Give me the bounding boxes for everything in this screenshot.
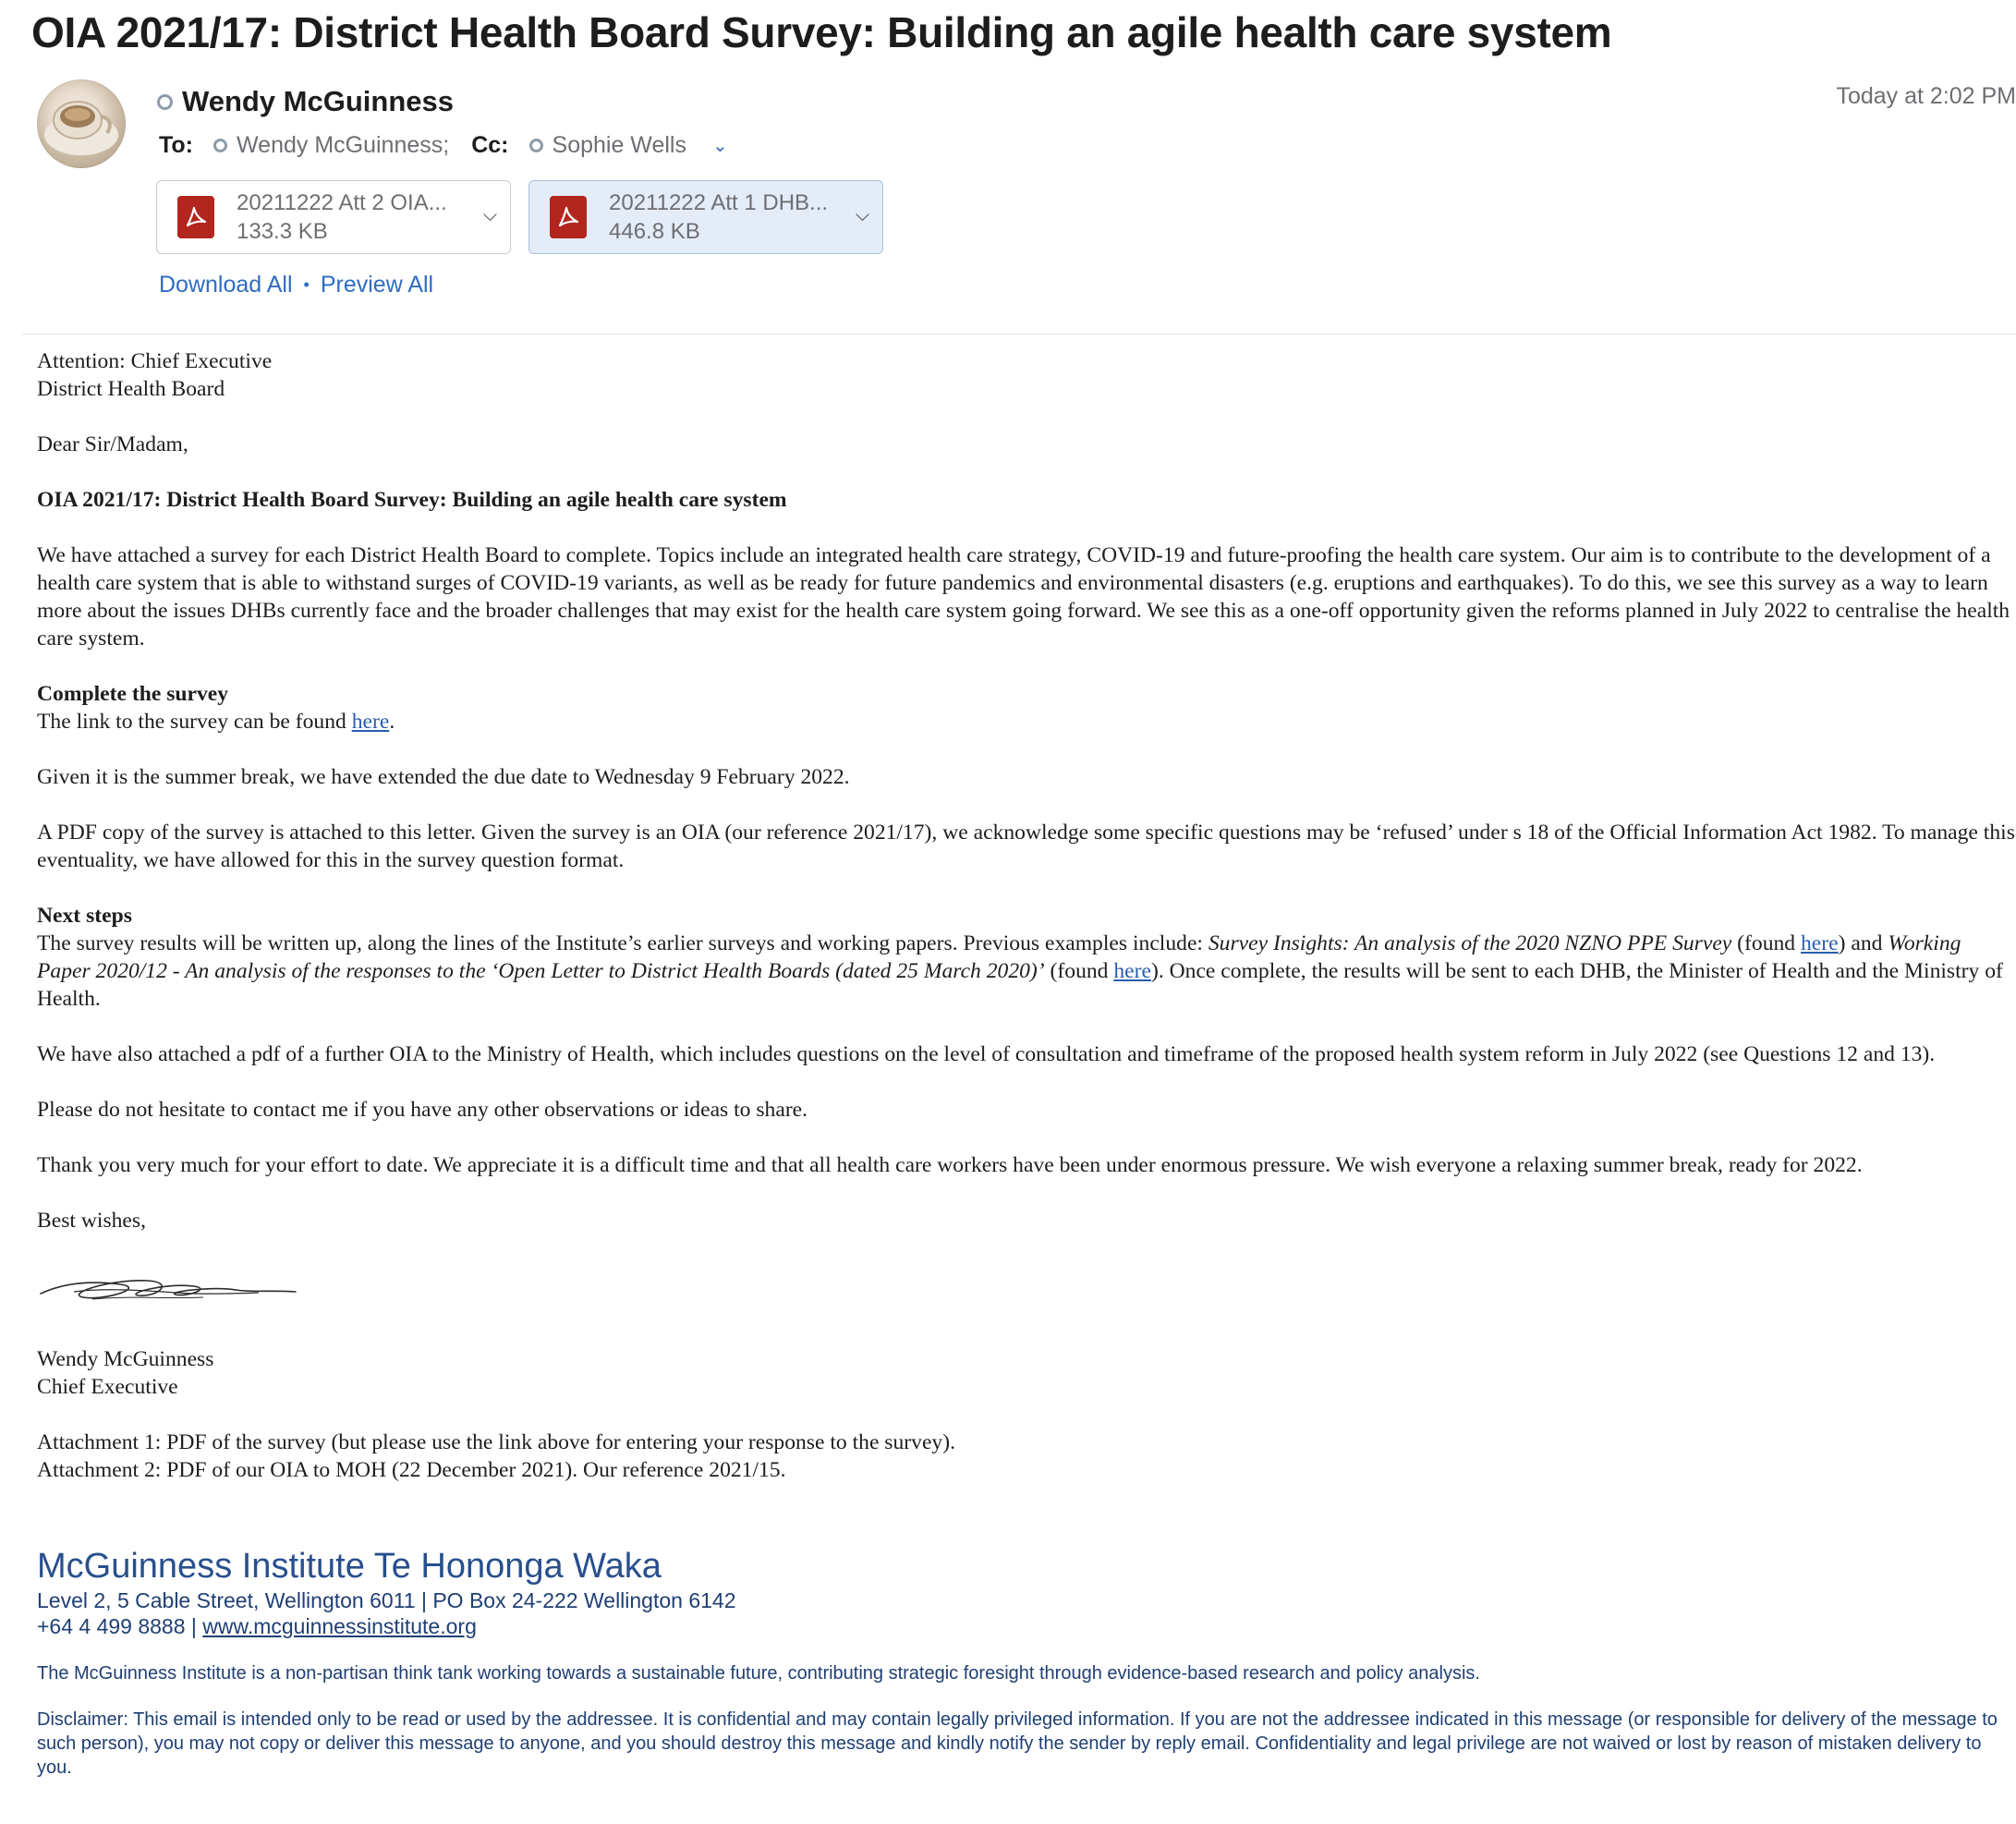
- website-link[interactable]: www.mcguinnessinstitute.org: [202, 1614, 477, 1638]
- organisation-blurb: The McGuinness Institute is a non-partisan think tank working towards a sustainable future, contributing strategic foresight through evidence-based research and policy analysis.: [37, 1663, 1480, 1684]
- expand-recipients-icon[interactable]: ⌄︎: [711, 135, 728, 156]
- text-span: ). Once complete, the results will be sent to each DHB, the Minister of Health and the Ministry of Health.: [37, 959, 2003, 1011]
- sender-name[interactable]: Wendy McGuinness: [182, 85, 454, 117]
- pdf-icon: [177, 196, 214, 238]
- attachment-tile[interactable]: [156, 180, 511, 254]
- pdf-copy-paragraph: A PDF copy of the survey is attached to this letter. Given the survey is an OIA (our reference 2021/17), we acknowledge some specific questions may be ‘refused’ under s 18 of the Official Information Act 1982. To manage this eventuality, we have allowed for this in the survey question format.: [37, 821, 2015, 872]
- next-steps-paragraph: [37, 930, 2016, 1013]
- attachment-name: 20211222 Att 1 DHB...: [609, 190, 829, 215]
- attachment-tile[interactable]: [528, 180, 883, 254]
- text-span: The link to the survey can be found: [37, 710, 352, 734]
- survey-insights-link[interactable]: here: [1800, 931, 1839, 955]
- signature-name: Wendy McGuinness: [37, 1347, 214, 1371]
- letter-heading: [37, 486, 2016, 514]
- signoff: Best wishes,: [37, 1209, 146, 1233]
- attention-line: Attention: Chief Executive: [37, 349, 273, 373]
- separator-dot: •: [303, 275, 310, 294]
- publication-title: Survey Insights: An analysis of the 2020 NZNO PPE Survey: [1208, 931, 1732, 955]
- section-heading: [37, 680, 2016, 708]
- presence-indicator-icon: [157, 94, 173, 110]
- chevron-down-icon[interactable]: ⌵: [482, 205, 497, 225]
- survey-link[interactable]: here: [351, 710, 390, 734]
- survey-link-paragraph: [37, 708, 2016, 736]
- section-heading-text: Next steps: [37, 904, 132, 928]
- handwritten-signature: [37, 1262, 2016, 1318]
- greeting: Dear Sir/Madam,: [37, 432, 188, 456]
- attachment-size: 133.3 KB: [237, 219, 328, 244]
- organisation-contact: [37, 1613, 2016, 1639]
- section-heading: [37, 902, 2016, 930]
- contact-paragraph: Please do not hesitate to contact me if you have any other observations or ideas to share.: [37, 1098, 808, 1122]
- text-span: (found: [1044, 959, 1114, 983]
- phone-number: +64 4 499 8888 |: [37, 1614, 203, 1638]
- letter-heading-text: OIA 2021/17: District Health Board Survey: Building an agile health care system: [37, 488, 787, 512]
- email-body: [37, 347, 2016, 1484]
- section-heading-text: Complete the survey: [37, 682, 229, 706]
- presence-indicator-icon: [529, 139, 543, 152]
- disclaimer: Disclaimer: This email is intended only to be read or used by the addressee. It is confidential and may contain legally privileged information. If you are not the addressee indicated in this message (or responsible for delivery of the message to such person), you may not copy or deliver this message to anyone, and you should destroy this message and kindly notify the sender by reply email. Confidentiality and legal privilege are not waived or lost by reason of mistaken delivery to you.: [37, 1709, 1998, 1778]
- addressee-line: District Health Board: [37, 377, 225, 401]
- due-date-paragraph: Given it is the summer break, we have extended the due date to Wednesday 9 February 2022.: [37, 765, 850, 789]
- coffee-cup-photo: [37, 79, 126, 168]
- attachment-name: 20211222 Att 2 OIA...: [237, 190, 447, 215]
- text-span: .: [389, 710, 395, 734]
- attachment-note: Attachment 2: PDF of our OIA to MOH (22 December 2021). Our reference 2021/15.: [37, 1458, 786, 1482]
- organisation-address: Level 2, 5 Cable Street, Wellington 6011 | PO Box 24-222 Wellington 6142: [37, 1588, 736, 1612]
- publication-title: Working Paper 2020/12 - An analysis of the responses to the ‘Open Letter to District Health Boards (dated 25 March 2020)’: [37, 931, 1961, 983]
- thanks-paragraph: Thank you very much for your effort to date. We appreciate it is a difficult time and that all health care workers have been under enormous pressure. We wish everyone a relaxing summer break, ready for 2022.: [37, 1153, 1863, 1177]
- to-recipient[interactable]: Wendy McGuinness;: [237, 132, 450, 158]
- to-label: To:: [159, 132, 194, 158]
- presence-indicator-icon: [213, 139, 227, 152]
- recipients-row: [159, 132, 728, 159]
- download-all-link[interactable]: Download All: [159, 272, 293, 298]
- cc-label: Cc:: [471, 132, 509, 158]
- email-timestamp: Today at 2:02 PM: [1836, 83, 2016, 109]
- working-paper-link[interactable]: here: [1113, 959, 1151, 983]
- email-subject: OIA 2021/17: District Health Board Survey: Building an agile health care system: [31, 8, 1612, 56]
- attachment-note: Attachment 1: PDF of the survey (but please use the link above for entering your response to the survey).: [37, 1430, 955, 1454]
- cc-recipient[interactable]: Sophie Wells: [552, 132, 686, 158]
- intro-paragraph: We have attached a survey for each District Health Board to complete. Topics include an integrated health care strategy, COVID-19 and future-proofing the health care system. Our aim is to contribute to the development of a health care system that is able to withstand surges of COVID-19 variants, as well as be ready for future pandemics and environmental disasters (e.g. eruptions and earthquakes). To do this, we see this survey as a way to learn more about the issues DHBs currently face and the broader challenges that may exist for the health care system going forward. We see this as a one-off opportunity given the reforms planned in July 2022 to centralise the health care system.: [37, 543, 2010, 651]
- chevron-down-icon[interactable]: ⌵: [855, 205, 869, 225]
- organisation-name: McGuinness Institute Te Hononga Waka: [37, 1547, 662, 1586]
- pdf-icon: [550, 196, 587, 238]
- email-footer: [37, 1545, 2016, 1780]
- sender-avatar[interactable]: [37, 79, 126, 168]
- text-span: ) and: [1838, 931, 1888, 955]
- moh-oia-paragraph: We have also attached a pdf of a further OIA to the Ministry of Health, which includes questions on the level of consultation and timeframe of the proposed health system reform in July 2022 (see Questions 12 and 13).: [37, 1042, 1936, 1066]
- text-span: The survey results will be written up, along the lines of the Institute’s earlier surveys and working papers. Previous examples include:: [37, 931, 1208, 955]
- preview-all-link[interactable]: Preview All: [320, 272, 434, 298]
- attachment-size: 446.8 KB: [609, 219, 700, 244]
- signature-title: Chief Executive: [37, 1375, 178, 1399]
- text-span: (found: [1731, 931, 1801, 955]
